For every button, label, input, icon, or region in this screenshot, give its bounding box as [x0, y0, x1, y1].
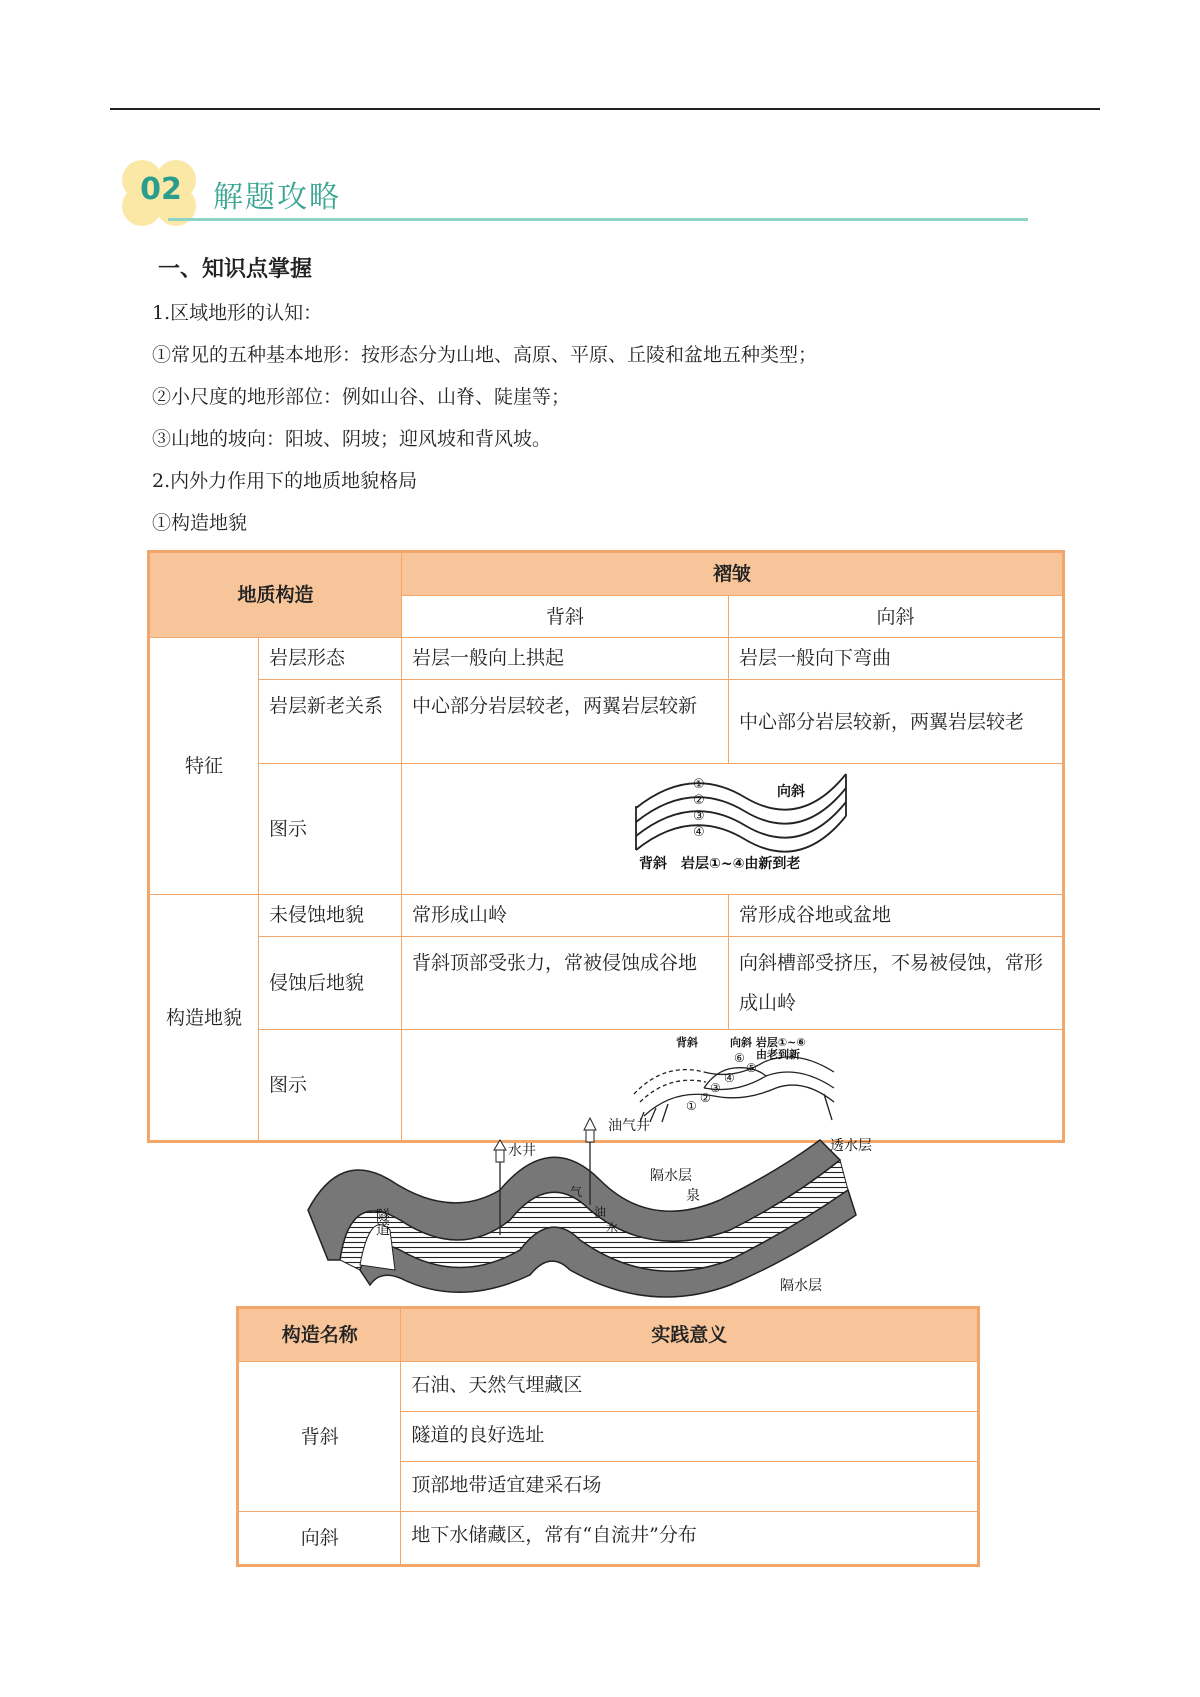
row-eroded-syncline: 向斜槽部受挤压，不易被侵蚀，常形成山岭 [728, 937, 1063, 1030]
label-aquiclude-bottom: 隔水层 [780, 1278, 822, 1294]
title-underline [168, 218, 1028, 221]
svg-text:⑤: ⑤ [745, 1061, 757, 1075]
row-age-syncline: 中心部分岩层较新，两翼岩层较老 [728, 680, 1063, 764]
fold-n3: ③ [692, 809, 705, 824]
svg-text:⑥: ⑥ [733, 1051, 745, 1065]
cell-syncline: 向斜 [238, 1512, 401, 1566]
row-uneroded-label: 未侵蚀地貌 [258, 895, 401, 937]
label-water-well: 水井 [508, 1143, 536, 1159]
para-3: ②小尺度的地形部位：例如山谷、山脊、陡崖等； [152, 386, 571, 408]
practical-significance-table [236, 1306, 980, 1567]
svg-text:①: ① [685, 1099, 697, 1113]
erosion-anticline-label: 背斜 [675, 1036, 698, 1049]
fold-n2: ② [692, 793, 705, 808]
heading: 一、知识点掌握 [158, 257, 313, 282]
cell-a3: 顶部地带适宜建采石场 [401, 1462, 979, 1512]
erosion-caption2: 由老到新 [755, 1048, 800, 1061]
para-6: ①构造地貌 [152, 512, 248, 534]
group-landform: 构造地貌 [149, 895, 259, 1142]
row-figure2-label: 图示 [258, 1030, 401, 1142]
fold-diagram [406, 768, 1058, 876]
fold-n1: ① [692, 777, 705, 792]
row-form-label: 岩层形态 [258, 638, 401, 680]
row-uneroded-syncline: 常形成谷地或盆地 [728, 895, 1063, 937]
cell-anticline: 背斜 [238, 1362, 401, 1512]
row-form-syncline: 岩层一般向下弯曲 [728, 638, 1063, 680]
fold-caption: 背斜 岩层①~④由新到老 [638, 856, 801, 872]
svg-text:③: ③ [709, 1081, 721, 1095]
para-4: ③山地的坡向：阳坡、阴坡；迎风坡和背风坡。 [152, 428, 552, 450]
label-spring: 泉 [686, 1188, 700, 1204]
group-feature: 特征 [149, 638, 259, 895]
label-aquiclude-top: 隔水层 [650, 1168, 692, 1184]
section-title: 解题攻略 [213, 180, 341, 215]
row-uneroded-anticline: 常形成山岭 [401, 895, 728, 937]
th-name: 构造名称 [238, 1308, 401, 1362]
para-1: 1.区域地形的认知： [152, 302, 323, 324]
fold-n4: ④ [692, 825, 705, 840]
geology-cross-section [300, 1110, 900, 1300]
fold-structure-table [147, 550, 1065, 1143]
label-water: 水 [606, 1221, 619, 1235]
row-eroded-label: 侵蚀后地貌 [258, 937, 401, 1030]
row-age-anticline: 中心部分岩层较老，两翼岩层较新 [401, 680, 728, 764]
top-rule [110, 108, 1100, 110]
label-permeable: 透水层 [830, 1138, 872, 1154]
fold-syncline-label: 向斜 [776, 784, 805, 800]
row-age-label: 岩层新老关系 [258, 680, 401, 764]
section-number: 02 [140, 172, 182, 207]
row-eroded-anticline: 背斜顶部受张力，常被侵蚀成谷地 [401, 937, 728, 1030]
erosion-caption: 向斜 岩层①~⑥ [729, 1036, 806, 1049]
label-gas: 气 [570, 1185, 583, 1199]
svg-text:②: ② [699, 1091, 711, 1105]
label-gas-well: 油气井 [608, 1118, 650, 1134]
label-tunnel: 隧道 [374, 1208, 390, 1236]
cell-a1: 石油、天然气埋藏区 [401, 1362, 979, 1412]
cell-a2: 隧道的良好选址 [401, 1412, 979, 1462]
th-fold: 褶皱 [401, 552, 1063, 596]
th-anticline: 背斜 [401, 596, 728, 638]
row-figure-label: 图示 [258, 764, 401, 895]
row-form-anticline: 岩层一般向上拱起 [401, 638, 728, 680]
para-2: ①常见的五种基本地形：按形态分为山地、高原、平原、丘陵和盆地五种类型； [152, 344, 818, 366]
svg-text:④: ④ [723, 1071, 735, 1085]
figure-fold-cell [401, 764, 1063, 895]
label-oil: 油 [594, 1205, 607, 1219]
th-syncline: 向斜 [728, 596, 1063, 638]
para-5: 2.内外力作用下的地质地貌格局 [152, 470, 418, 492]
th-structure: 地质构造 [149, 552, 402, 638]
cell-s1: 地下水储藏区，常有“自流井”分布 [401, 1512, 979, 1566]
th-meaning: 实践意义 [401, 1308, 979, 1362]
